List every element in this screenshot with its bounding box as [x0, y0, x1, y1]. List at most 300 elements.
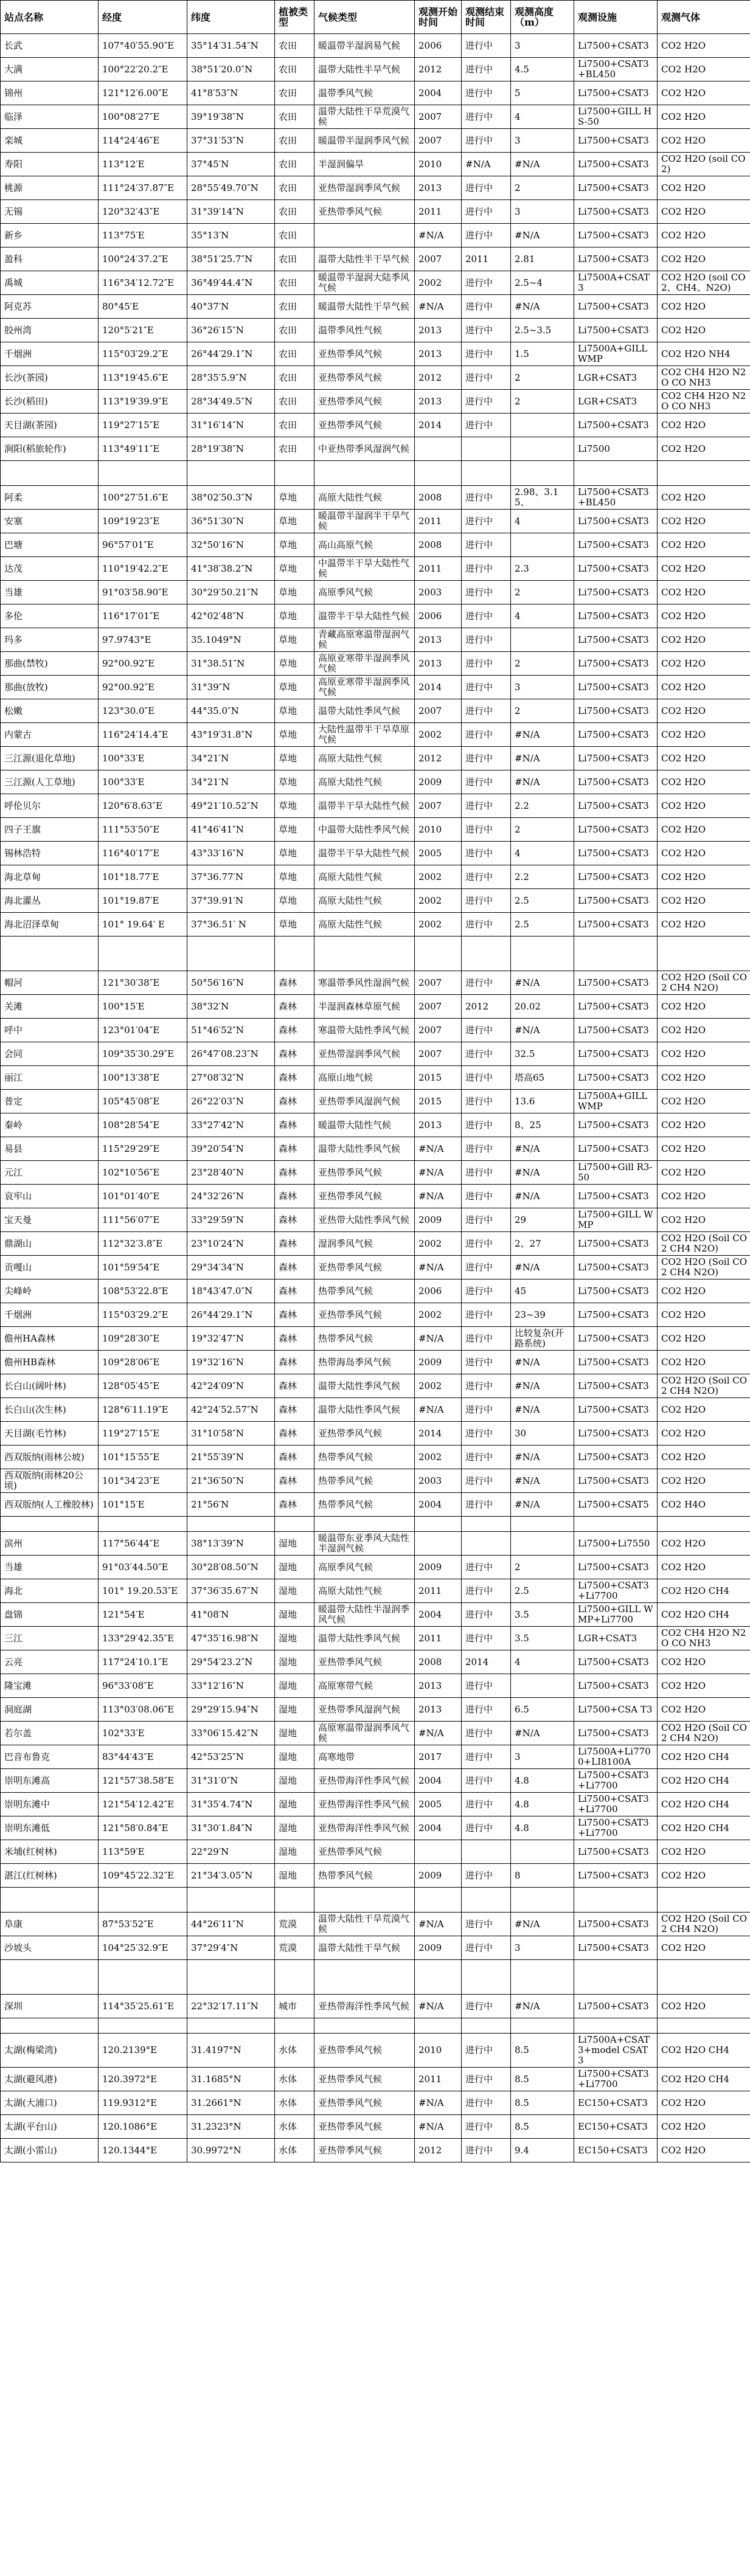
cell-latitude: 28°34′49.5″N: [187, 390, 275, 414]
table-row: [1, 2034, 750, 2068]
cell-obs-facility: EC150+CSAT3: [574, 2115, 658, 2139]
cell-obs-facility: LGR+CSAT3: [574, 366, 658, 390]
cell-station-name: 栾城: [1, 129, 99, 153]
cell-vegetation-type: 城市: [275, 1995, 314, 2018]
cell-obs-facility: Li7500+CSAT3: [574, 1398, 658, 1422]
cell-obs-gas: CO2 H2O: [658, 1279, 750, 1303]
table-row: [1, 842, 750, 865]
cell-climate-type: 温带大陆性干旱气候: [314, 1936, 415, 1960]
cell-latitude: [187, 1888, 275, 1913]
cell-latitude: 37°29′4″N: [187, 1936, 275, 1960]
cell-obs-gas: CO2 H2O CH4: [658, 1579, 750, 1603]
cell-station-name: 呼中: [1, 1019, 99, 1042]
cell-climate-type: 热带季风气候: [314, 1279, 415, 1303]
cell-obs-start: 2013: [415, 319, 462, 342]
cell-obs-end: 进行中: [462, 1066, 511, 1090]
cell-latitude: 18°43′47.0″N: [187, 1279, 275, 1303]
cell-longitude: 113°03′08.06″E: [99, 1698, 187, 1722]
cell-obs-height: 2.81: [511, 248, 574, 271]
cell-obs-facility: Li7500+CSAT3: [574, 319, 658, 342]
cell-longitude: 116°34′12.72″E: [99, 271, 187, 295]
cell-longitude: 101°15′55″E: [99, 1446, 187, 1469]
cell-longitude: 91°03′44.50″E: [99, 1556, 187, 1579]
cell-longitude: 101°01′40″E: [99, 1185, 187, 1208]
cell-climate-type: 中亚热带季风湿润气候: [314, 437, 415, 461]
cell-obs-gas: CO2 H2O: [658, 1650, 750, 1674]
cell-obs-end: 进行中: [462, 581, 511, 604]
cell-climate-type: 亚热带海洋性季风气候: [314, 1793, 415, 1816]
cell-obs-gas: CO2 H2O: [658, 995, 750, 1019]
cell-obs-gas: CO2 H2O: [658, 747, 750, 770]
cell-longitude: 91°03′58.90″E: [99, 581, 187, 604]
cell-longitude: 113°19′39.9″E: [99, 390, 187, 414]
cell-obs-facility: LGR+CSAT3: [574, 1627, 658, 1650]
cell-obs-facility: [574, 937, 658, 971]
cell-obs-facility: Li7500+CSAT3: [574, 1279, 658, 1303]
cell-latitude: 33°27′42″N: [187, 1113, 275, 1137]
cell-obs-start: 2011: [415, 510, 462, 533]
cell-obs-start: 2006: [415, 604, 462, 628]
cell-vegetation-type: 农田: [275, 153, 314, 176]
cell-climate-type: 暖温带半湿润季风气候: [314, 129, 415, 153]
cell-obs-facility: Li7500+CSAT3: [574, 34, 658, 58]
cell-vegetation-type: 农田: [275, 129, 314, 153]
cell-latitude: 38°51′20.0″N: [187, 58, 275, 81]
cell-obs-facility: Li7500+CSAT3: [574, 1019, 658, 1042]
cell-obs-start: #N/A: [415, 1185, 462, 1208]
cell-vegetation-type: 农田: [275, 295, 314, 319]
cell-obs-facility: Li7500+CSAT3: [574, 1256, 658, 1279]
cell-latitude: [187, 2018, 275, 2034]
cell-longitude: 123°30.0″E: [99, 699, 187, 723]
table-row: [1, 889, 750, 913]
cell-climate-type: 亚热带季风气候: [314, 342, 415, 366]
cell-obs-gas: CO2 H2O (Soil CO2 CH4 N2O): [658, 971, 750, 995]
cell-vegetation-type: 农田: [275, 34, 314, 58]
cell-climate-type: 亚热带季风气候: [314, 1650, 415, 1674]
cell-obs-gas: [658, 1888, 750, 1913]
cell-obs-gas: CO2 H2O: [658, 865, 750, 889]
header-climate-type: 气候类型: [314, 1, 415, 34]
cell-latitude: 22°32′17.11″N: [187, 1995, 275, 2018]
cell-climate-type: 亚热带季风气候: [314, 2068, 415, 2091]
cell-climate-type: 温带大陆性半旱气候: [314, 58, 415, 81]
cell-vegetation-type: 水体: [275, 2115, 314, 2139]
cell-vegetation-type: [275, 1517, 314, 1532]
cell-obs-facility: Li7500+CSAT3: [574, 1650, 658, 1674]
cell-obs-gas: CO2 H2O: [658, 2115, 750, 2139]
cell-vegetation-type: 草地: [275, 581, 314, 604]
cell-obs-gas: CO2 H2O: [658, 105, 750, 129]
cell-longitude: 121°54′E: [99, 1603, 187, 1627]
cell-obs-gas: CO2 H2O: [658, 1674, 750, 1698]
cell-obs-gas: CO2 H2O: [658, 604, 750, 628]
cell-vegetation-type: 湿地: [275, 1840, 314, 1864]
header-obs-facility: 观测设施: [574, 1, 658, 34]
cell-vegetation-type: 草地: [275, 557, 314, 581]
cell-obs-height: #N/A: [511, 1493, 574, 1517]
cell-longitude: 92°00.92″E: [99, 676, 187, 699]
cell-obs-start: 2005: [415, 842, 462, 865]
cell-station-name: 盘锦: [1, 1603, 99, 1627]
cell-obs-gas: CO2 CH4 H2O N2O CO NH3: [658, 366, 750, 390]
cell-obs-start: 2009: [415, 1556, 462, 1579]
cell-longitude: 120.2139°E: [99, 2034, 187, 2068]
cell-climate-type: 亚热带季风气候: [314, 366, 415, 390]
cell-vegetation-type: 森林: [275, 1279, 314, 1303]
cell-vegetation-type: 农田: [275, 366, 314, 390]
cell-longitude: 101°34′23″E: [99, 1469, 187, 1493]
cell-latitude: 31.1685°N: [187, 2068, 275, 2091]
cell-obs-end: 进行中: [462, 1208, 511, 1232]
cell-longitude: 121°30′38″E: [99, 971, 187, 995]
cell-station-name: 长白山(阔叶林): [1, 1374, 99, 1398]
cell-latitude: 22°29′N: [187, 1840, 275, 1864]
table-row: [1, 865, 750, 889]
cell-latitude: 33°12′16″N: [187, 1674, 275, 1698]
cell-longitude: 108°53′22.8″E: [99, 1279, 187, 1303]
cell-station-name: 阿克苏: [1, 295, 99, 319]
cell-obs-gas: CO2 H2O: [658, 2091, 750, 2115]
cell-obs-height: 23~39: [511, 1303, 574, 1327]
cell-station-name: 尖峰岭: [1, 1279, 99, 1303]
cell-obs-end: 进行中: [462, 1090, 511, 1113]
cell-obs-facility: Li7500+CSAT3+Li7700: [574, 1816, 658, 1840]
cell-station-name: 锡林浩特: [1, 842, 99, 865]
cell-longitude: 100°22′20.2″E: [99, 58, 187, 81]
table-row: [1, 390, 750, 414]
cell-latitude: 34°21′N: [187, 770, 275, 794]
cell-obs-gas: CO2 H2O: [658, 486, 750, 510]
table-row: [1, 271, 750, 295]
cell-climate-type: 高原大陆性气候: [314, 913, 415, 937]
cell-obs-facility: Li7500+CSAT5: [574, 1493, 658, 1517]
cell-station-name: 太湖(大浦口): [1, 2091, 99, 2115]
cell-obs-gas: CO2 H2O: [658, 1161, 750, 1185]
cell-latitude: 37°36′35.67″N: [187, 1579, 275, 1603]
cell-obs-gas: CO2 H2O: [658, 414, 750, 437]
cell-obs-gas: CO2 H2O: [658, 1995, 750, 2018]
cell-obs-end: 进行中: [462, 81, 511, 105]
cell-obs-facility: Li7500+CSAT3+BL450: [574, 486, 658, 510]
cell-obs-start: 2007: [415, 971, 462, 995]
cell-climate-type: 温带大陆性季风气候: [314, 1627, 415, 1650]
cell-obs-height: 2: [511, 652, 574, 676]
cell-obs-height: [511, 414, 574, 437]
cell-longitude: 116°17′01″E: [99, 604, 187, 628]
cell-station-name: 大满: [1, 58, 99, 81]
cell-obs-end: 进行中: [462, 1327, 511, 1351]
cell-vegetation-type: 森林: [275, 1185, 314, 1208]
cell-longitude: 113°75′E: [99, 224, 187, 248]
cell-obs-facility: Li7500+CSA T3: [574, 1698, 658, 1722]
cell-vegetation-type: 湿地: [275, 1627, 314, 1650]
cell-latitude: 41°08′N: [187, 1603, 275, 1627]
cell-obs-facility: Li7500A+CSAT3+model CSAT3: [574, 2034, 658, 2068]
cell-obs-height: #N/A: [511, 1137, 574, 1161]
cell-longitude: 87°53′52″E: [99, 1913, 187, 1936]
table-row: [1, 1303, 750, 1327]
table-row: [1, 342, 750, 366]
cell-climate-type: 亚热带季风气候: [314, 1185, 415, 1208]
cell-station-name: 隆宝滩: [1, 1674, 99, 1698]
cell-obs-facility: LGR+CSAT3: [574, 390, 658, 414]
cell-obs-height: #N/A: [511, 295, 574, 319]
cell-obs-start: 2002: [415, 1303, 462, 1327]
cell-station-name: 太湖(小雷山): [1, 2139, 99, 2162]
cell-station-name: 长武: [1, 34, 99, 58]
cell-obs-height: #N/A: [511, 723, 574, 747]
cell-climate-type: 暖温带半湿润半干旱气候: [314, 510, 415, 533]
cell-obs-gas: CO2 H2O CH4: [658, 1603, 750, 1627]
cell-obs-end: 进行中: [462, 2115, 511, 2139]
cell-longitude: 101° 19.20.53″E: [99, 1579, 187, 1603]
cell-latitude: 37°45′N: [187, 153, 275, 176]
cell-station-name: 盈科: [1, 248, 99, 271]
cell-obs-facility: Li7500A+GILL WMP: [574, 1090, 658, 1113]
cell-longitude: 105°45′08″E: [99, 1090, 187, 1113]
table-row: [1, 319, 750, 342]
cell-obs-gas: CO2 H2O: [658, 723, 750, 747]
cell-obs-start: [415, 937, 462, 971]
cell-vegetation-type: [275, 461, 314, 486]
cell-obs-end: 进行中: [462, 604, 511, 628]
cell-obs-gas: CO2 H2O: [658, 533, 750, 557]
cell-station-name: 关滩: [1, 995, 99, 1019]
cell-obs-end: 进行中: [462, 842, 511, 865]
cell-obs-end: 进行中: [462, 1137, 511, 1161]
cell-obs-start: #N/A: [415, 1995, 462, 2018]
table-row: [1, 1066, 750, 1090]
cell-climate-type: 半湿润森林草原气候: [314, 995, 415, 1019]
cell-vegetation-type: 农田: [275, 319, 314, 342]
cell-obs-start: 2013: [415, 342, 462, 366]
table-row: [1, 652, 750, 676]
cell-obs-gas: [658, 461, 750, 486]
cell-obs-end: 进行中: [462, 770, 511, 794]
cell-longitude: 128°6′11.19″E: [99, 1398, 187, 1422]
cell-latitude: 44°26′11″N: [187, 1913, 275, 1936]
cell-obs-start: #N/A: [415, 1256, 462, 1279]
cell-climate-type: 高原大陆性气候: [314, 865, 415, 889]
cell-obs-start: 2013: [415, 176, 462, 200]
cell-latitude: [187, 1517, 275, 1532]
cell-vegetation-type: 农田: [275, 200, 314, 224]
table-row: [1, 628, 750, 652]
cell-station-name: 三江源(人工草地): [1, 770, 99, 794]
cell-obs-start: 2013: [415, 652, 462, 676]
cell-vegetation-type: 森林: [275, 1042, 314, 1066]
table-row: [1, 1840, 750, 1864]
cell-vegetation-type: 草地: [275, 628, 314, 652]
table-row: [1, 1019, 750, 1042]
cell-longitude: 110°19′42.2″E: [99, 557, 187, 581]
cell-station-name: 无锡: [1, 200, 99, 224]
cell-latitude: 21°56′N: [187, 1493, 275, 1517]
table-row: [1, 2091, 750, 2115]
table-body: [1, 34, 750, 2162]
table-row: [1, 1913, 750, 1936]
cell-latitude: 26°44′29.1″N: [187, 342, 275, 366]
cell-longitude: 117°24′10.1″E: [99, 1650, 187, 1674]
cell-obs-facility: Li7500+CSAT3: [574, 699, 658, 723]
cell-vegetation-type: 森林: [275, 1256, 314, 1279]
cell-latitude: 42°53′25″N: [187, 1745, 275, 1769]
cell-obs-start: 2013: [415, 628, 462, 652]
cell-obs-end: 进行中: [462, 2068, 511, 2091]
cell-obs-facility: Li7500+CSAT3: [574, 1864, 658, 1888]
cell-climate-type: 高原寒温带湿润季风气候: [314, 1722, 415, 1745]
cell-obs-end: 进行中: [462, 1793, 511, 1816]
cell-vegetation-type: 水体: [275, 2068, 314, 2091]
cell-climate-type: 高原寒带气候: [314, 1674, 415, 1698]
cell-station-name: 崇明东滩高: [1, 1769, 99, 1793]
cell-longitude: 97.9743°E: [99, 628, 187, 652]
cell-obs-end: 进行中: [462, 1422, 511, 1446]
cell-vegetation-type: 水体: [275, 2034, 314, 2068]
cell-station-name: 西双版纳(人工橡胶林): [1, 1493, 99, 1517]
cell-obs-facility: Li7500+CSAT3: [574, 510, 658, 533]
cell-longitude: 114°24′46″E: [99, 129, 187, 153]
cell-obs-end: [462, 1517, 511, 1532]
cell-latitude: 32°50′16″N: [187, 533, 275, 557]
cell-climate-type: 亚热带季风湿润气候: [314, 1698, 415, 1722]
cell-obs-height: 2.5: [511, 889, 574, 913]
cell-longitude: 121°58′0.84″E: [99, 1816, 187, 1840]
cell-obs-end: 进行中: [462, 1913, 511, 1936]
cell-obs-facility: [574, 1517, 658, 1532]
cell-obs-gas: CO2 H2O: [658, 676, 750, 699]
cell-obs-height: #N/A: [511, 747, 574, 770]
cell-vegetation-type: 草地: [275, 676, 314, 699]
cell-climate-type: [314, 461, 415, 486]
cell-obs-start: 2014: [415, 676, 462, 699]
cell-obs-gas: CO2 H2O (Soil CO2 CH4 N2O): [658, 1256, 750, 1279]
cell-longitude: 101°19.87′E: [99, 889, 187, 913]
cell-longitude: 107°40′55.90″E: [99, 34, 187, 58]
cell-obs-start: 2010: [415, 153, 462, 176]
cell-obs-end: 进行中: [462, 366, 511, 390]
cell-obs-height: 2、27: [511, 1232, 574, 1256]
cell-obs-end: 进行中: [462, 1398, 511, 1422]
cell-obs-end: 进行中: [462, 390, 511, 414]
cell-longitude: 109°28′30″E: [99, 1327, 187, 1351]
cell-vegetation-type: 湿地: [275, 1579, 314, 1603]
cell-obs-facility: Li7500+CSAT3: [574, 557, 658, 581]
cell-latitude: 31°39″N: [187, 676, 275, 699]
cell-obs-end: [462, 1960, 511, 1995]
header-row: [1, 1, 750, 34]
cell-obs-facility: Li7500+CSAT3: [574, 129, 658, 153]
cell-station-name: 临泽: [1, 105, 99, 129]
cell-obs-start: 2007: [415, 1042, 462, 1066]
cell-station-name: 胶州湾: [1, 319, 99, 342]
cell-vegetation-type: 荒漠: [275, 1936, 314, 1960]
cell-climate-type: 亚热带季风气候: [314, 1840, 415, 1864]
cell-vegetation-type: 森林: [275, 1208, 314, 1232]
cell-climate-type: 温带大陆性季风气候: [314, 1374, 415, 1398]
cell-climate-type: 亚热带季风气候: [314, 2139, 415, 2162]
table-row: [1, 581, 750, 604]
cell-station-name: 四子王旗: [1, 818, 99, 842]
cell-obs-height: 2.98、3.15、: [511, 486, 574, 510]
cell-obs-end: 进行中: [462, 1185, 511, 1208]
cell-obs-facility: [574, 461, 658, 486]
cell-latitude: 35°13′N: [187, 224, 275, 248]
cell-vegetation-type: 农田: [275, 176, 314, 200]
table-row: [1, 34, 750, 58]
cell-latitude: 37°36.77′N: [187, 865, 275, 889]
header-obs-start: 观测开始时间: [415, 1, 462, 34]
cell-obs-end: 进行中: [462, 652, 511, 676]
cell-obs-height: #N/A: [511, 1469, 574, 1493]
cell-longitude: 119°27′15″E: [99, 414, 187, 437]
cell-vegetation-type: 草地: [275, 770, 314, 794]
cell-climate-type: 寒温带大陆性季风气候: [314, 1019, 415, 1042]
cell-latitude: 28°55′49.70″N: [187, 176, 275, 200]
cell-obs-gas: CO2 H2O: [658, 1066, 750, 1090]
cell-longitude: 120.3972°E: [99, 2068, 187, 2091]
cell-longitude: 116°40′17″E: [99, 842, 187, 865]
cell-obs-start: 2004: [415, 81, 462, 105]
table-row: [1, 248, 750, 271]
header-vegetation-type: 植被类型: [275, 1, 314, 34]
cell-obs-facility: Li7500+CSAT3: [574, 1113, 658, 1137]
cell-station-name: 桃源: [1, 176, 99, 200]
table-row: [1, 1327, 750, 1351]
table-row: [1, 2068, 750, 2091]
cell-obs-end: 进行中: [462, 1816, 511, 1840]
cell-latitude: 36°51′30″N: [187, 510, 275, 533]
cell-obs-gas: CO2 H4O: [658, 1493, 750, 1517]
cell-obs-start: #N/A: [415, 1398, 462, 1422]
cell-latitude: 29°54′23.2″N: [187, 1650, 275, 1674]
cell-station-name: 长白山(次生林): [1, 1398, 99, 1422]
cell-latitude: 31.4197°N: [187, 2034, 275, 2068]
cell-obs-height: 8、25: [511, 1113, 574, 1137]
cell-obs-gas: CO2 H2O: [658, 1469, 750, 1493]
cell-obs-start: [415, 1517, 462, 1532]
cell-climate-type: 温带半干旱大陆性气候: [314, 794, 415, 818]
cell-obs-start: 2013: [415, 1113, 462, 1137]
cell-obs-start: 2012: [415, 2139, 462, 2162]
cell-climate-type: 亚热带海洋性季风气候: [314, 1816, 415, 1840]
cell-obs-gas: [658, 1960, 750, 1995]
cell-vegetation-type: 农田: [275, 105, 314, 129]
cell-obs-facility: [574, 2018, 658, 2034]
cell-obs-gas: CO2 H2O CH4: [658, 1816, 750, 1840]
cell-obs-gas: CO2 H2O: [658, 129, 750, 153]
cell-station-name: 西双版纳(雨林公坡): [1, 1446, 99, 1469]
cell-longitude: [99, 1888, 187, 1913]
cell-longitude: [99, 1960, 187, 1995]
cell-obs-start: 2008: [415, 1650, 462, 1674]
cell-obs-start: [415, 1888, 462, 1913]
cell-latitude: 35.1049°N: [187, 628, 275, 652]
cell-obs-height: #N/A: [511, 153, 574, 176]
cell-obs-height: #N/A: [511, 1398, 574, 1422]
header-obs-gas: 观测气体: [658, 1, 750, 34]
cell-latitude: 26°22′03″N: [187, 1090, 275, 1113]
cell-longitude: 108°28′54″E: [99, 1113, 187, 1137]
cell-obs-facility: Li7500+CSAT3+Li7700: [574, 1579, 658, 1603]
cell-obs-facility: Li7500A+GILL WMP: [574, 342, 658, 366]
cell-climate-type: [314, 2018, 415, 2034]
cell-climate-type: 高原大陆性气候: [314, 889, 415, 913]
cell-climate-type: 温带大陆性季风气候: [314, 1137, 415, 1161]
cell-obs-end: 2012: [462, 995, 511, 1019]
cell-latitude: 21°55′39″N: [187, 1446, 275, 1469]
